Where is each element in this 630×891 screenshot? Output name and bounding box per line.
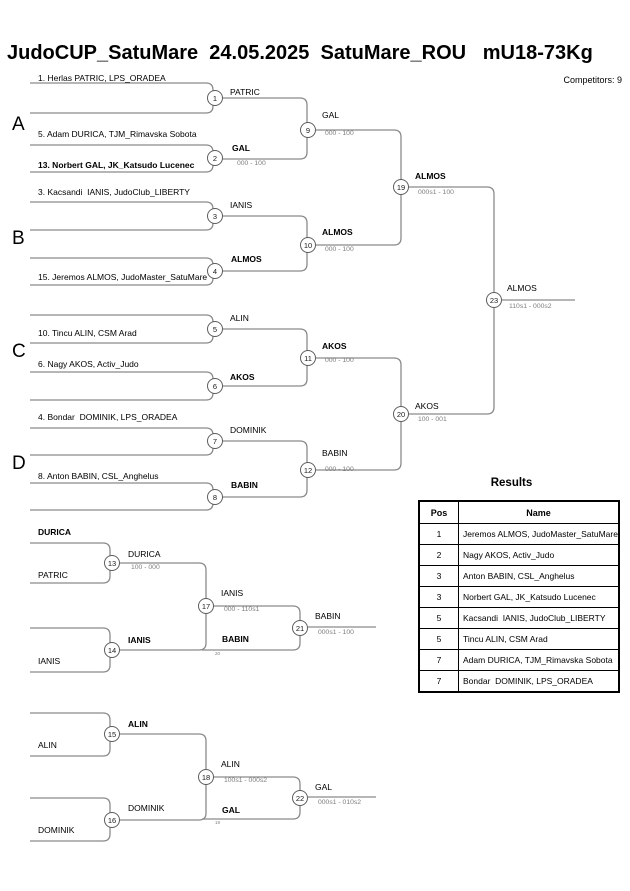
- seed-entry-1: 1. Herlas PATRIC, LPS_ORADEA: [38, 73, 166, 83]
- score-m10: 000 - 100: [325, 246, 354, 253]
- match-circle-11: 11: [300, 350, 316, 366]
- repechage-entry-durica: DURICA: [38, 527, 72, 537]
- competitors-count: Competitors: 9: [563, 75, 622, 85]
- match-circle-17: 17: [198, 598, 214, 614]
- winner-m1: PATRIC: [230, 87, 260, 97]
- results-header-row: [419, 501, 619, 524]
- result-pos: 1: [419, 524, 459, 545]
- result-name: Kacsandi IANIS, JudoClub_LIBERTY: [459, 608, 619, 629]
- winner-m10: ALMOS: [322, 227, 353, 237]
- repechage-entry-patric: PATRIC: [38, 570, 68, 580]
- bracket-match-6-lines: [30, 372, 213, 400]
- match-circle-22: 22: [292, 790, 308, 806]
- winner-m5: ALIN: [230, 313, 249, 323]
- seed-entry-15: 15. Jeremos ALMOS, JudoMaster_SatuMare: [38, 272, 208, 282]
- pool-label-b: B: [12, 228, 25, 249]
- seed-entry-3: 3. Kacsandi IANIS, JudoClub_LIBERTY: [38, 187, 190, 197]
- repechage-entry-dominik: DOMINIK: [38, 825, 75, 835]
- match-circle-2: 2: [207, 150, 223, 166]
- result-name: Tincu ALIN, CSM Arad: [459, 629, 619, 650]
- winner-m2: GAL: [232, 143, 250, 153]
- results-row: [419, 671, 619, 693]
- winner-m4: ALMOS: [231, 254, 262, 264]
- winner-m3: IANIS: [230, 200, 253, 210]
- match-circle-23: 23: [486, 292, 502, 308]
- result-pos: 5: [419, 629, 459, 650]
- winner-m14: IANIS: [128, 635, 151, 645]
- winner-m12: BABIN: [322, 448, 348, 458]
- match-circle-15: 15: [104, 726, 120, 742]
- winner-m8: BABIN: [231, 480, 258, 490]
- winner-m18: ALIN: [221, 759, 240, 769]
- match-circle-12: 12: [300, 462, 316, 478]
- results-col-name: Name: [459, 501, 619, 524]
- match-circle-10: 10: [300, 237, 316, 253]
- result-pos: 2: [419, 545, 459, 566]
- results-row: [419, 650, 619, 671]
- seed-entry-6: 6. Nagy AKOS, Activ_Judo: [38, 359, 139, 369]
- result-pos: 3: [419, 587, 459, 608]
- match-circle-20: 20: [393, 406, 409, 422]
- feed-label-babin: BABIN: [222, 634, 249, 644]
- score-m18: 100s1 - 000s2: [224, 777, 268, 784]
- bracket-match-8-lines: [30, 483, 213, 510]
- match-circle-13: 13: [104, 555, 120, 571]
- result-pos: 3: [419, 566, 459, 587]
- results-row: [419, 545, 619, 566]
- match-circle-7: 7: [207, 433, 223, 449]
- results-row: [419, 587, 619, 608]
- winner-m22: GAL: [315, 782, 333, 792]
- winner-m6: AKOS: [230, 372, 255, 382]
- match-circle-21: 21: [292, 620, 308, 636]
- match-circle-9: 9: [300, 122, 316, 138]
- bracket-match-7-lines: [30, 428, 213, 455]
- winner-m13: DURICA: [128, 549, 161, 559]
- pool-label-c: C: [12, 341, 26, 362]
- result-name: Anton BABIN, CSL_Anghelus: [459, 566, 619, 587]
- result-name: Adam DURICA, TJM_Rimavska Sobota: [459, 650, 619, 671]
- result-name: Bondar DOMINIK, LPS_ORADEA: [459, 671, 619, 693]
- winner-m11: AKOS: [322, 341, 347, 351]
- match-circle-1: 1: [207, 90, 223, 106]
- score-m11: 000 - 100: [325, 357, 354, 364]
- bracket-match-11-lines: [215, 329, 307, 386]
- score-m21: 000s1 - 100: [318, 629, 354, 636]
- repechage-entry-ianis: IANIS: [38, 656, 61, 666]
- bracket-match-12-lines: [215, 441, 307, 497]
- winner-m20: AKOS: [415, 401, 439, 411]
- result-pos: 5: [419, 608, 459, 629]
- match-circle-8: 8: [207, 489, 223, 505]
- match-circle-16: 16: [104, 812, 120, 828]
- match-circle-4: 4: [207, 263, 223, 279]
- page-title: JudoCUP_SatuMare 24.05.2025 SatuMare_ROU mU18-73Kg: [7, 42, 593, 64]
- score-m23: 110s1 - 000s2: [509, 303, 552, 310]
- score-m2: 000 - 100: [237, 160, 266, 167]
- result-pos: 7: [419, 650, 459, 671]
- score-m13: 100 - 000: [131, 564, 160, 571]
- match-circle-18: 18: [198, 769, 214, 785]
- bracket-match-23-lines: [401, 187, 494, 414]
- results-row: [419, 566, 619, 587]
- score-m22: 000s1 - 010s2: [318, 799, 362, 806]
- score-m9: 000 - 100: [325, 130, 354, 137]
- seed-entry-8: 8. Anton BABIN, CSL_Anghelus: [38, 471, 159, 481]
- results-table: [418, 500, 620, 693]
- winner-m19: ALMOS: [415, 171, 446, 181]
- seed-entry-10: 10. Tincu ALIN, CSM Arad: [38, 328, 137, 338]
- seed-entry-13: 13. Norbert GAL, JK_Katsudo Lucenec: [38, 160, 195, 170]
- result-pos: 7: [419, 671, 459, 693]
- winner-m9: GAL: [322, 110, 340, 120]
- feed-from-match-19: 19: [215, 820, 221, 825]
- winner-m17: IANIS: [221, 588, 244, 598]
- winner-m23: ALMOS: [507, 283, 537, 293]
- results-row: [419, 629, 619, 650]
- match-circle-14: 14: [104, 642, 120, 658]
- match-circle-5: 5: [207, 321, 223, 337]
- score-m17: 000 - 110s1: [224, 606, 260, 613]
- results-row: [419, 608, 619, 629]
- bracket-match-9-lines: [215, 98, 307, 159]
- result-name: Nagy AKOS, Activ_Judo: [459, 545, 619, 566]
- winner-m7: DOMINIK: [230, 425, 267, 435]
- winner-m21: BABIN: [315, 611, 341, 621]
- match-circle-6: 6: [207, 378, 223, 394]
- score-m20: 100 - 001: [418, 416, 447, 423]
- result-name: Jeremos ALMOS, JudoMaster_SatuMare: [459, 524, 619, 545]
- repechage-entry-alin: ALIN: [38, 740, 57, 750]
- pool-label-a: A: [12, 114, 25, 135]
- match-circle-19: 19: [393, 179, 409, 195]
- winner-m15: ALIN: [128, 719, 148, 729]
- feed-from-match-20: 20: [215, 651, 221, 656]
- results-title: Results: [490, 477, 533, 489]
- seed-entry-4: 4. Bondar DOMINIK, LPS_ORADEA: [38, 412, 178, 422]
- bracket-match-1-lines: [30, 83, 213, 113]
- bracket-match-17-lines: [112, 563, 206, 650]
- results-col-pos: Pos: [419, 501, 459, 524]
- seed-entry-5: 5. Adam DURICA, TJM_Rimavska Sobota: [38, 129, 197, 139]
- score-m12: 000 - 100: [325, 466, 354, 473]
- feed-label-gal: GAL: [222, 805, 240, 815]
- pool-label-d: D: [12, 453, 26, 474]
- winner-m16: DOMINIK: [128, 803, 165, 813]
- score-m19: 000s1 - 100: [418, 189, 454, 196]
- results-row: [419, 524, 619, 545]
- result-name: Norbert GAL, JK_Katsudo Lucenec: [459, 587, 619, 608]
- bracket-match-3-lines: [30, 202, 213, 230]
- match-circle-3: 3: [207, 208, 223, 224]
